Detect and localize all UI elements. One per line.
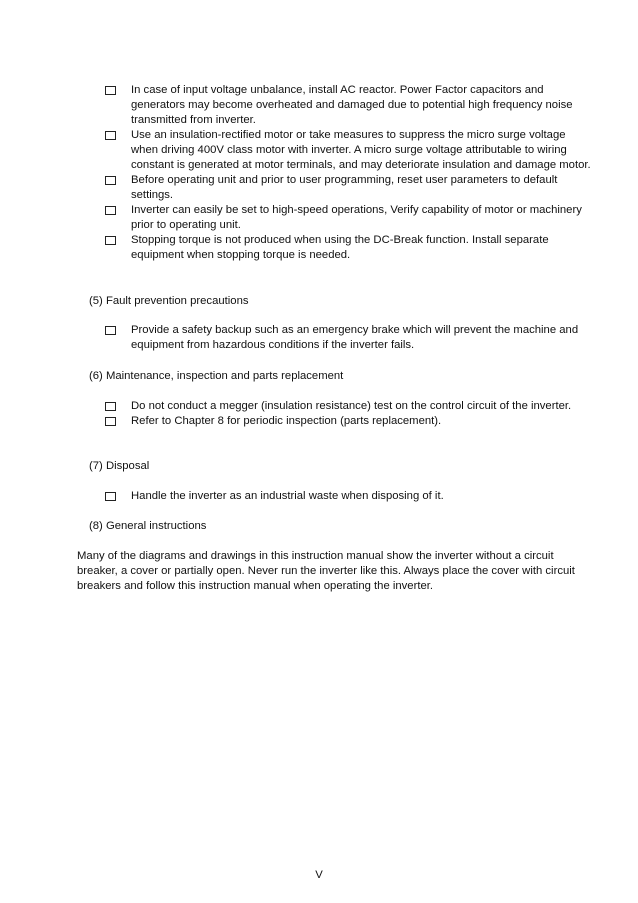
general-instructions-paragraph: Many of the diagrams and drawings in this instruction manual show the inverter without a circuit breaker, a cover or partially open. Never run the inverter like this. Always place the cover with circuit breakers and follow this instruction manual when operating the inverter. xyxy=(77,550,575,592)
bullet-list-maintenance xyxy=(105,399,595,429)
list-item-text: Provide a safety backup such as an emergency brake which will prevent the machine and equipment from hazardous conditions if the inverter fails. xyxy=(131,324,579,351)
checkbox-square-icon xyxy=(105,492,116,501)
checkbox-square-icon xyxy=(105,86,116,95)
list-item xyxy=(105,414,595,429)
list-item xyxy=(105,83,595,128)
list-item-text: In case of input voltage unbalance, install AC reactor. Power Factor capacitors and generators may become overheated and damaged due to potential high frequency noise transmitted from inverter. xyxy=(131,84,573,126)
page-number: V xyxy=(315,869,323,881)
section-heading-general-instructions: (8) General instructions xyxy=(89,520,207,532)
list-item xyxy=(105,399,595,414)
list-item-text: Before operating unit and prior to user programming, reset user parameters to default settings. xyxy=(131,174,558,201)
checkbox-square-icon xyxy=(105,417,116,426)
bullet-list-fault-prevention xyxy=(105,323,595,353)
list-item-text: Do not conduct a megger (insulation resistance) test on the control circuit of the inverter. xyxy=(131,400,572,412)
list-item xyxy=(105,489,595,504)
list-item-text: Use an insulation-rectified motor or take measures to suppress the micro surge voltage when driving 400V class motor with inverter. A micro surge voltage attributable to wiring constant is generated at motor terminals, and may deteriorate insulation and damage motor. xyxy=(131,129,591,171)
bullet-list-disposal xyxy=(105,489,595,504)
list-item-text: Stopping torque is not produced when using the DC-Break function. Install separate equipment when stopping torque is needed. xyxy=(131,234,549,261)
bullet-list-precautions xyxy=(105,83,595,263)
section-heading-maintenance: (6) Maintenance, inspection and parts replacement xyxy=(89,370,344,382)
checkbox-square-icon xyxy=(105,176,116,185)
list-item-text: Handle the inverter as an industrial waste when disposing of it. xyxy=(131,490,444,502)
checkbox-square-icon xyxy=(105,131,116,140)
list-item xyxy=(105,323,595,353)
checkbox-square-icon xyxy=(105,402,116,411)
list-item-text: Refer to Chapter 8 for periodic inspection (parts replacement). xyxy=(131,415,442,427)
checkbox-square-icon xyxy=(105,206,116,215)
section-heading-disposal: (7) Disposal xyxy=(89,460,150,472)
list-item xyxy=(105,203,595,233)
list-item-text: Inverter can easily be set to high-speed operations, Verify capability of motor or machinery prior to operating unit. xyxy=(131,204,582,231)
section-heading-fault-prevention: (5) Fault prevention precautions xyxy=(89,295,249,307)
list-item xyxy=(105,173,595,203)
checkbox-square-icon xyxy=(105,326,116,335)
checkbox-square-icon xyxy=(105,236,116,245)
list-item xyxy=(105,128,595,173)
list-item xyxy=(105,233,595,263)
